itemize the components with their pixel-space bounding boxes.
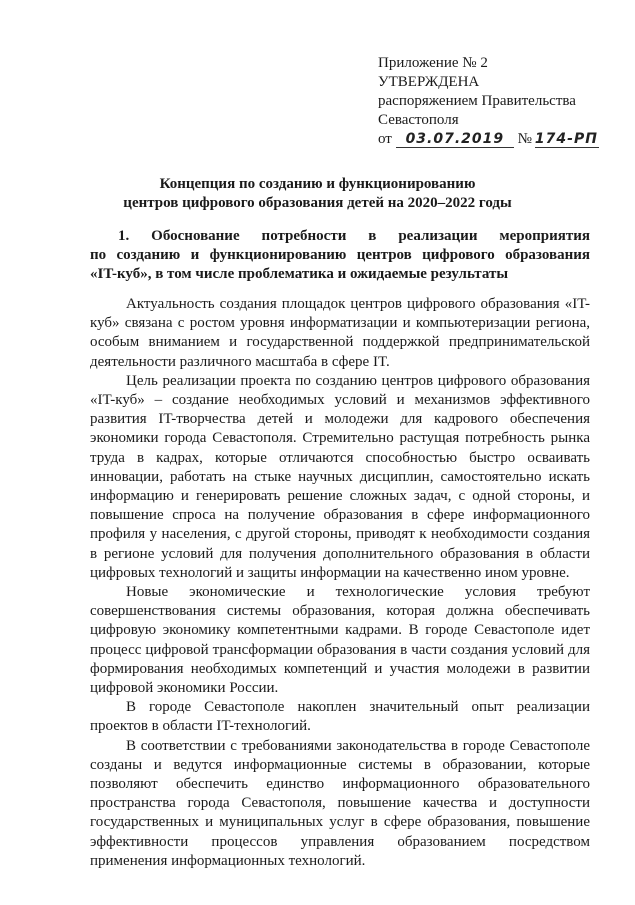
body-text bbox=[90, 295, 590, 871]
date-value: 03.07.2019 bbox=[405, 131, 505, 147]
section-heading bbox=[90, 227, 590, 284]
title-line-1: Концепция по созданию и функционированию bbox=[159, 176, 476, 192]
number-field bbox=[535, 132, 599, 148]
appendix-label: Приложение № 2 bbox=[378, 55, 488, 71]
section-heading-line-3: «IT-куб», в том числе проблематика и ожидаемые результаты bbox=[90, 266, 509, 282]
paragraph: Актуальность создания площадок центров цифрового образования «IT-куб» связана с ростом уровня информатизации и компьютеризации региона, особым вниманием и государственной поддержкой предпринимательской деятельности различного масштаба в сфере IT. bbox=[90, 296, 590, 370]
approved-label: УТВЕРЖДЕНА bbox=[378, 74, 480, 90]
title-line-2: центров цифрового образования детей на 2020–2022 годы bbox=[123, 195, 512, 211]
section-heading-line-1 bbox=[90, 227, 590, 246]
section-word: Обоснование bbox=[151, 228, 240, 244]
paragraph: Цель реализации проекта по созданию центров цифрового образования «IT-куб» – создание необходимых условий и механизмов эффективного развития IT-творчества детей и молодежи для кадрового обеспечения экономики города Севастополя. Стремительно растущая потребность рынка труда в кадрах, которые отличаются способностью быстро осваивать инновации, работать на стыке научных дисциплин, самостоятельно искать информацию и генерировать решение сложных задач, с одной стороны, и повышение спроса на получение образования в сфере информационного профиля у населения, с другой стороны, приводят к необходимости создания в регионе условий для получения дополнительного образования в области цифровых технологий и защиты информации на качественно ином уровне. bbox=[90, 372, 590, 581]
section-number: 1. bbox=[118, 228, 130, 244]
number-prefix: № bbox=[517, 131, 532, 147]
date-prefix: от bbox=[378, 131, 392, 147]
section-word: мероприятия bbox=[499, 228, 590, 244]
section-heading-line-2: по созданию и функционированию центров цифрового образования bbox=[90, 247, 590, 263]
city-label: Севастополя bbox=[378, 112, 459, 128]
date-field bbox=[396, 132, 514, 148]
paragraph: Новые экономические и технологические условия требуют совершенствования системы образования, которая должна обеспечивать цифровую экономику компетентными кадрами. В городе Севастополе идет процесс цифровой трансформации образования в части создания условий для формирования необходимых компетенций и участия молодежи в развитии цифровой экономики России. bbox=[90, 584, 590, 697]
order-label: распоряжением Правительства bbox=[378, 93, 576, 109]
section-word: потребности bbox=[261, 228, 347, 244]
document-title bbox=[90, 175, 545, 213]
date-number-row bbox=[378, 130, 618, 149]
section-word: в bbox=[368, 228, 377, 244]
paragraph: В городе Севастополе накоплен значительный опыт реализации проектов в области IT-технологий. bbox=[90, 699, 590, 735]
section-word: реализации bbox=[398, 228, 478, 244]
approval-stamp bbox=[378, 54, 618, 149]
number-value: 174-РП bbox=[534, 131, 598, 147]
paragraph: В соответствии с требованиями законодательства в городе Севастополе созданы и ведутся информационные системы в образовании, которые позволяют обеспечить единство информационного образовательного пространства города Севастополя, повышение качества и доступности государственных и муниципальных услуг в сфере образования, повышение эффективности процессов управления образованием посредством применения информационных технологий. bbox=[90, 737, 590, 869]
